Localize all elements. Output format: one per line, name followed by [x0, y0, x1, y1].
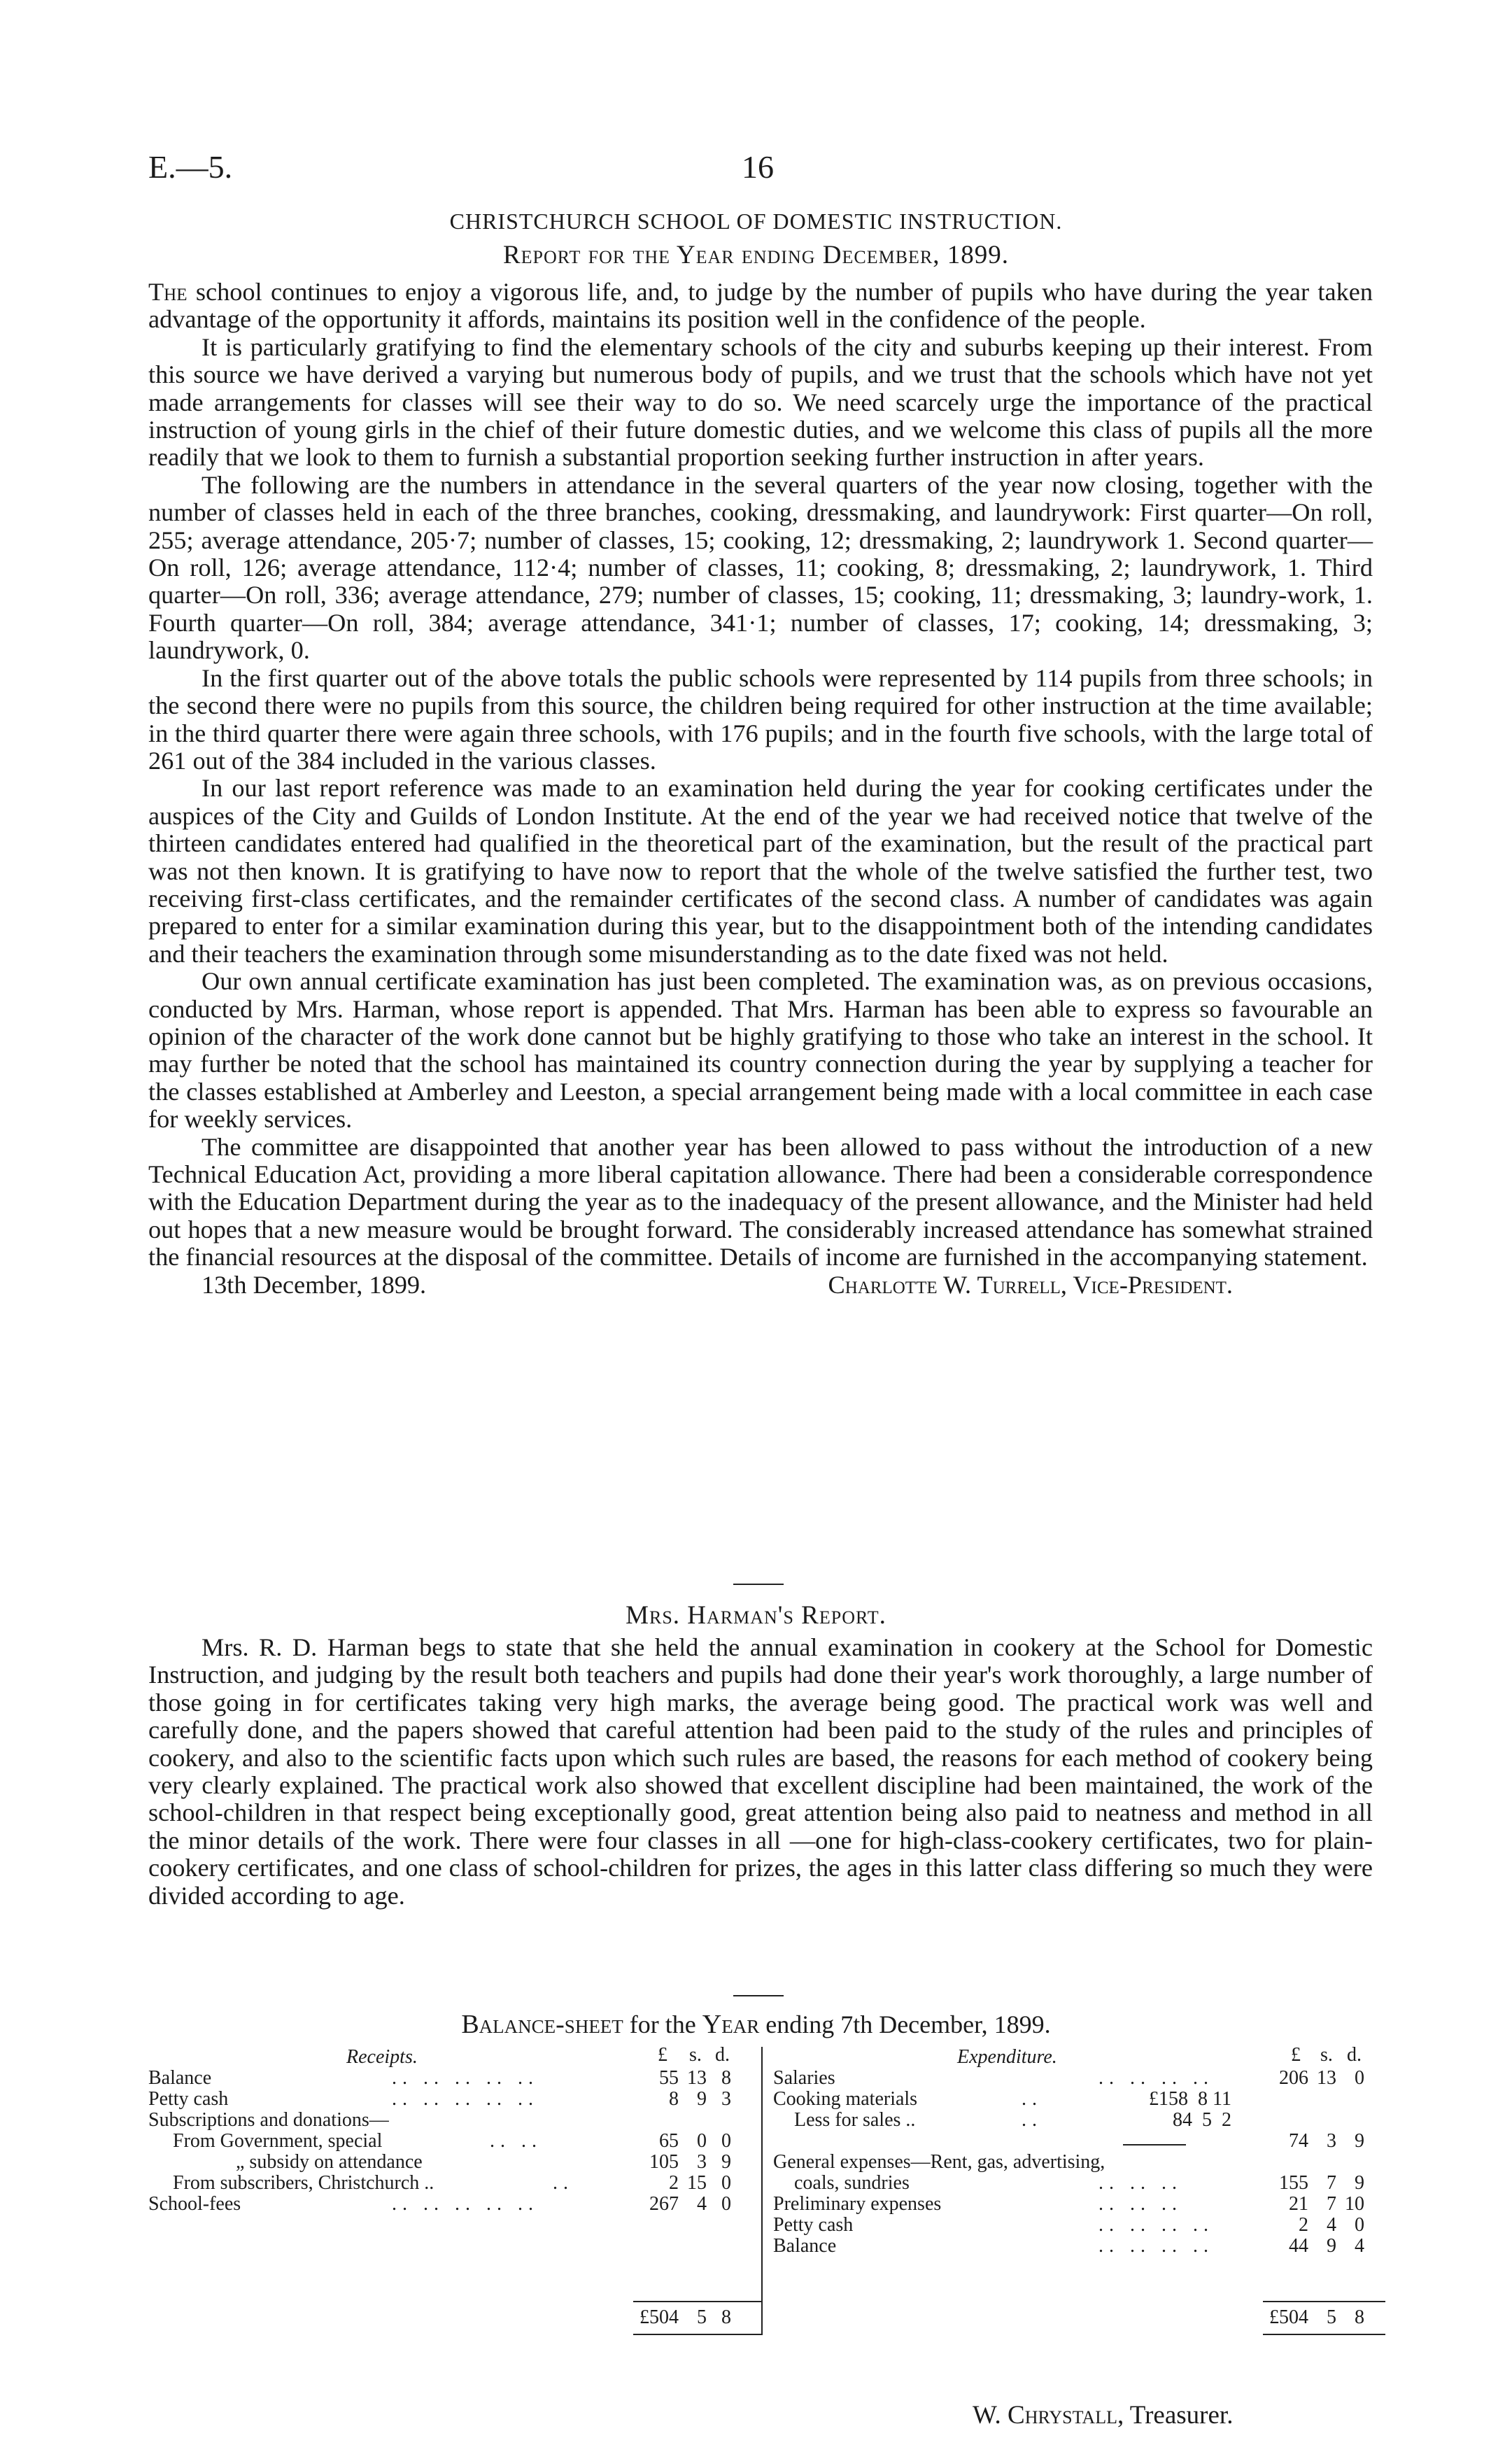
receipts-heading: Receipts. [346, 2046, 418, 2068]
pounds-header: £ [658, 2044, 667, 2066]
section-heading: Mrs. Harman's Report. [626, 1601, 886, 1630]
leader-dots: .. .. [490, 2130, 542, 2152]
expenditure-pence: 9 [1355, 2172, 1364, 2194]
receipt-shillings: 9 [697, 2088, 707, 2110]
expenditure-label: Salaries [773, 2067, 835, 2089]
treasurer-signature [973, 2400, 1233, 2430]
receipt-label: From Government, special [173, 2130, 383, 2152]
receipt-label: „ subsidy on attendance [236, 2151, 423, 2173]
receipts-total-shillings: 5 [697, 2306, 707, 2328]
expenditure-pence: 0 [1355, 2067, 1364, 2089]
total-rule [633, 2334, 763, 2335]
receipt-pence: 9 [721, 2151, 731, 2173]
receipt-label: Subscriptions and donations— [148, 2109, 389, 2131]
leader-dots: .. .. .. .. [1098, 2235, 1214, 2257]
first-word: The [148, 278, 188, 306]
leader-dots: .. [553, 2172, 574, 2194]
expenditure-total-pence: 8 [1355, 2306, 1364, 2328]
receipts-total-pounds: £504 [640, 2306, 679, 2328]
title-part: Balance-sheet [461, 2010, 623, 2039]
receipt-shillings: 13 [687, 2067, 707, 2089]
expenditure-label: coals, sundries [794, 2172, 910, 2194]
expenditure-shillings: 9 [1327, 2235, 1336, 2257]
page-number: 16 [742, 149, 774, 185]
expenditure-total-shillings: 5 [1327, 2306, 1336, 2328]
expenditure-pounds: 74 [1289, 2130, 1308, 2152]
receipt-pence: 8 [721, 2067, 731, 2089]
section-divider [733, 1995, 784, 1996]
shillings-header: s. [1320, 2044, 1333, 2066]
expenditure-heading: Expenditure. [957, 2046, 1057, 2068]
receipt-pence: 3 [721, 2088, 731, 2110]
expenditure-label: Less for sales .. [794, 2109, 916, 2131]
receipt-pounds: 65 [659, 2130, 679, 2152]
expenditure-shillings: 3 [1327, 2130, 1336, 2152]
receipt-shillings: 0 [697, 2130, 707, 2152]
paragraph: It is particularly gratifying to find the elementary schools of the city and suburbs keeping up their interest. From this source we have derived a varying but numerous body of pupils, and we trust that the schools which have not yet made arrangements for classes will see their way to do so. We need scarcely urge the importance of the practical instruction of young girls in the chief of their future domestic duties, and we welcome this class of pupils all the more readily that we look to them to furnish a substantial proportion seeking further instruction in after years. [148, 332, 1373, 472]
document-title: CHRISTCHURCH SCHOOL OF DOMESTIC INSTRUCTION. [449, 209, 1063, 234]
receipt-label: Petty cash [148, 2088, 229, 2110]
expenditure-label: Balance [773, 2235, 837, 2257]
paragraph [148, 279, 1373, 334]
expenditure-pence: 10 [1345, 2193, 1364, 2215]
page-code: E.—5. [148, 149, 233, 185]
document-subtitle: Report for the Year ending December, 1899. [502, 241, 1010, 269]
leader-dots: .. [1022, 2109, 1043, 2131]
expenditure-pounds: 206 [1279, 2067, 1308, 2089]
report-body [148, 279, 1373, 1299]
section-divider [733, 1584, 784, 1585]
expenditure-shillings: 13 [1317, 2067, 1336, 2089]
subtotal-rule [1123, 2144, 1186, 2145]
harman-report-body [148, 1634, 1373, 1910]
expenditure-pence: 4 [1355, 2235, 1364, 2257]
leader-dots: .. .. .. .. [1098, 2214, 1214, 2236]
expenditure-label: Petty cash [773, 2214, 854, 2236]
leader-dots: .. .. .. [1098, 2172, 1182, 2194]
expenditure-subamount: £158 8 11 [1149, 2088, 1231, 2110]
treasurer-title: , Treasurer. [1117, 2401, 1234, 2430]
receipt-label: Balance [148, 2067, 212, 2089]
pence-header: d. [715, 2044, 730, 2066]
receipt-pounds: 2 [669, 2172, 679, 2194]
treasurer-name: W. Chrystall [973, 2401, 1117, 2430]
signature: Charlotte W. Turrell, Vice-President. [828, 1270, 1233, 1299]
pounds-header: £ [1291, 2044, 1301, 2066]
total-rule [633, 2301, 763, 2302]
paragraph-text: The committee are disappointed that another year has been allowed to pass without the introduction of a new Technical Education Act, providing a more liberal capitation allowance. There had been a considerable correspondence with the Education Department during the year as to the inadequacy of the present allowance, and the Minister had held out hopes that a new measure would be brought forward. The considerably increased attendance has somewhat strained the financial resources at the disposal of the committee. Details of income are furnished in the accompanying statement. [148, 1132, 1373, 1271]
leader-dots: .. .. .. .. .. [392, 2067, 539, 2089]
total-rule [1263, 2334, 1385, 2335]
total-rule [1263, 2301, 1385, 2302]
column-separator [761, 2047, 763, 2335]
title-part: ending 7th December, 1899. [759, 2010, 1051, 2038]
receipt-pence: 0 [721, 2193, 731, 2215]
receipt-label: School-fees [148, 2193, 241, 2215]
expenditure-shillings: 4 [1327, 2214, 1336, 2236]
leader-dots: .. .. .. .. .. [392, 2193, 539, 2215]
receipt-pence: 0 [721, 2172, 731, 2194]
paragraph: In the first quarter out of the above totals the public schools were represented by 114 pupils from three schools; in the second there were no pupils from this source, the children being required for other instruction at the time available; in the third quarter there were again three schools, with 176 pupils; and in the fourth five schools, with the large total of 261 out of the 384 included in the various classes. [148, 663, 1373, 775]
expenditure-subamount: 84 5 2 [1173, 2109, 1231, 2131]
receipt-pence: 0 [721, 2130, 731, 2152]
expenditure-label: Preliminary expenses [773, 2193, 942, 2215]
receipt-pounds: 105 [649, 2151, 679, 2173]
paragraph: Our own annual certificate examination has just been completed. The examination was, as on previous occasions, conducted by Mrs. Harman, whose report is appended. That Mrs. Harman has been able to express so favourable an opinion of the character of the work done cannot but be highly gratifying to those who take an interest in the school. It may further be noted that the school has maintained its country connection during the year by supplying a teacher for the classes established at Amberley and Leeston, a special arrangement being made with a local committee in each case for weekly services. [148, 967, 1373, 1134]
paragraph-text: school continues to enjoy a vigorous life, and, to judge by the number of pupils who have during the year taken advantage of the opportunity it affords, maintains its position well in the confidence of the people. [148, 278, 1373, 334]
expenditure-total-pounds: £504 [1269, 2306, 1308, 2328]
receipt-shillings: 3 [697, 2151, 707, 2173]
receipt-pounds: 55 [659, 2067, 679, 2089]
title-part: for the [623, 2010, 702, 2038]
paragraph: The following are the numbers in attendance in the several quarters of the year now closing, together with the number of classes held in each of the three branches, cooking, dressmaking, and laundrywork: First quarter—On roll, 255; average attendance, 205·7; number of classes, 15; cooking, 12; dressmaking, 2; laundrywork 1. Second quarter—On roll, 126; average attendance, 112·4; number of classes, 11; cooking, 8; dressmaking, 2; laundrywork, 1. Third quarter—On roll, 336; average attendance, 279; number of classes, 15; cooking, 11; dressmaking, 3; laundry-work, 1. Fourth quarter—On roll, 384; average attendance, 341·1; number of classes, 17; cooking, 14; dressmaking, 3; laundrywork, 0. [148, 470, 1373, 665]
receipt-label: From subscribers, Christchurch .. [173, 2172, 434, 2194]
expenditure-pence: 0 [1355, 2214, 1364, 2236]
expenditure-label: General expenses—Rent, gas, advertising, [773, 2151, 1105, 2173]
expenditure-pounds: 21 [1289, 2193, 1308, 2215]
leader-dots: .. .. .. [1098, 2193, 1182, 2215]
receipts-total-pence: 8 [721, 2306, 731, 2328]
shillings-header: s. [689, 2044, 702, 2066]
expenditure-shillings: 7 [1327, 2172, 1336, 2194]
report-date: 13th December, 1899. [202, 1270, 427, 1299]
expenditure-pounds: 44 [1289, 2235, 1308, 2257]
leader-dots: .. .. .. .. [1098, 2067, 1214, 2089]
pence-header: d. [1347, 2044, 1362, 2066]
paragraph: Mrs. R. D. Harman begs to state that she held the annual examination in cookery at the School for Domestic Instruction, and judging by the result both teachers and pupils had done their year's work thoroughly, a large number of those going in for certificates taking very high marks, the average being good. The practical work was well and carefully done, and the papers showed that careful attention had been paid to the study of the rules and principles of cookery, and also to the scientific facts upon which such rules are based, the reasons for each method of cookery being very clearly explained. The practical work also showed that excellent discipline had been maintained, the work of the school-children in that respect being exceptionally good, great attention being also paid to neatness and method in all the minor details of the work. There were four classes in all —one for high-class-cookery certificates, two for plain-cookery certificates, and one class of school-children for prizes, the ages in this latter class differing so much they were divided according to age. [148, 1633, 1373, 1910]
receipt-shillings: 15 [687, 2172, 707, 2194]
balance-sheet-title [0, 2009, 1512, 2040]
paragraph: In our last report reference was made to an examination held during the year for cooking certificates under the auspices of the City and Guilds of London Institute. At the end of the year we had received notice that twelve of the thirteen candidates entered had qualified in the theoretical part of the examination, but the result of the practical part was not then known. It is gratifying to have now to report that the whole of the twelve satisfied the further test, two receiving first-class certificates, and the remainder certificates of the second class. A number of candidates was again prepared to enter for a similar examination during this year, but to the disappointment both of the intending candidates and their teachers the examination through some misunderstanding as to the date fixed was not held. [148, 774, 1373, 968]
receipt-pounds: 267 [649, 2193, 679, 2215]
receipt-shillings: 4 [697, 2193, 707, 2215]
expenditure-shillings: 7 [1327, 2193, 1336, 2215]
leader-dots: .. .. .. .. .. [392, 2088, 539, 2110]
expenditure-label: Cooking materials [773, 2088, 918, 2110]
title-part: Year [702, 2010, 760, 2039]
expenditure-pounds: 2 [1299, 2214, 1308, 2236]
expenditure-pounds: 155 [1279, 2172, 1308, 2194]
leader-dots: .. [1022, 2088, 1043, 2110]
expenditure-pence: 9 [1355, 2130, 1364, 2152]
receipt-pounds: 8 [669, 2088, 679, 2110]
